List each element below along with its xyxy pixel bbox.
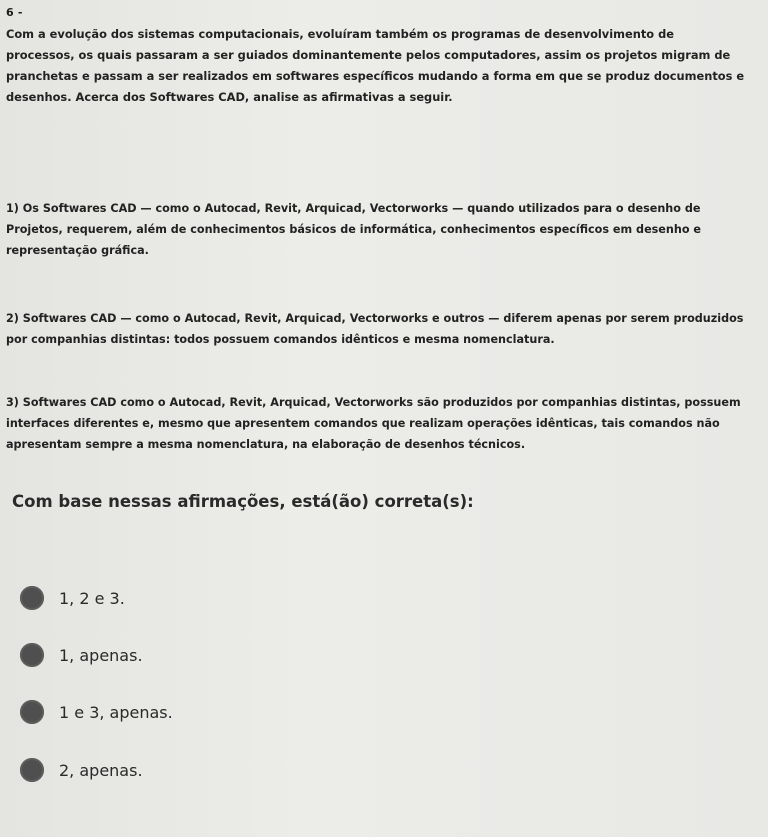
answer-option-3[interactable] [20,700,173,724]
statement-3: 3) Softwares CAD como o Autocad, Revit, Arquicad, Vectorworks são produzidos por companhias distintas, possuem interfaces diferentes e, mesmo que apresentem comandos que realizam operações idênticas, tais comandos não apresentam sempre a mesma nomenclatura, na elaboração de desenhos técnicos. [6,396,741,451]
answer-option-4[interactable] [20,758,143,782]
question-number: 6 - [6,6,23,19]
answer-option-label: 1, apenas. [59,645,143,665]
radio-button-icon[interactable] [20,758,44,782]
answer-option-label: 2, apenas. [59,760,143,780]
question-prompt: Com base nessas afirmações, está(ão) correta(s): [12,492,474,511]
answer-option-1[interactable] [20,586,125,610]
statement-2: 2) Softwares CAD — como o Autocad, Revit, Arquicad, Vectorworks e outros — diferem apenas por serem produzidos por companhias distintas: todos possuem comandos idênticos e mesma nomenclatura. [6,312,744,346]
radio-button-icon[interactable] [20,586,44,610]
radio-button-icon[interactable] [20,700,44,724]
statement-1: 1) Os Softwares CAD — como o Autocad, Revit, Arquicad, Vectorworks — quando utilizados para o desenho de Projetos, requerem, além de conhecimentos básicos de informática, conhecimentos específicos em desenho e representação gráfica. [6,202,701,257]
question-intro: Com a evolução dos sistemas computacionais, evoluíram também os programas de desenvolvimento de processos, os quais passaram a ser guiados dominantemente pelos computadores, assim os projetos migram de pranchetas e passam a ser realizados em softwares específicos mudando a forma em que se produz documentos e desenhos. Acerca dos Softwares CAD, analise as afirmativas a seguir. [6,27,745,104]
answer-option-label: 1, 2 e 3. [59,588,125,608]
answer-option-label: 1 e 3, apenas. [59,702,173,722]
answer-option-2[interactable] [20,643,143,667]
radio-button-icon[interactable] [20,643,44,667]
